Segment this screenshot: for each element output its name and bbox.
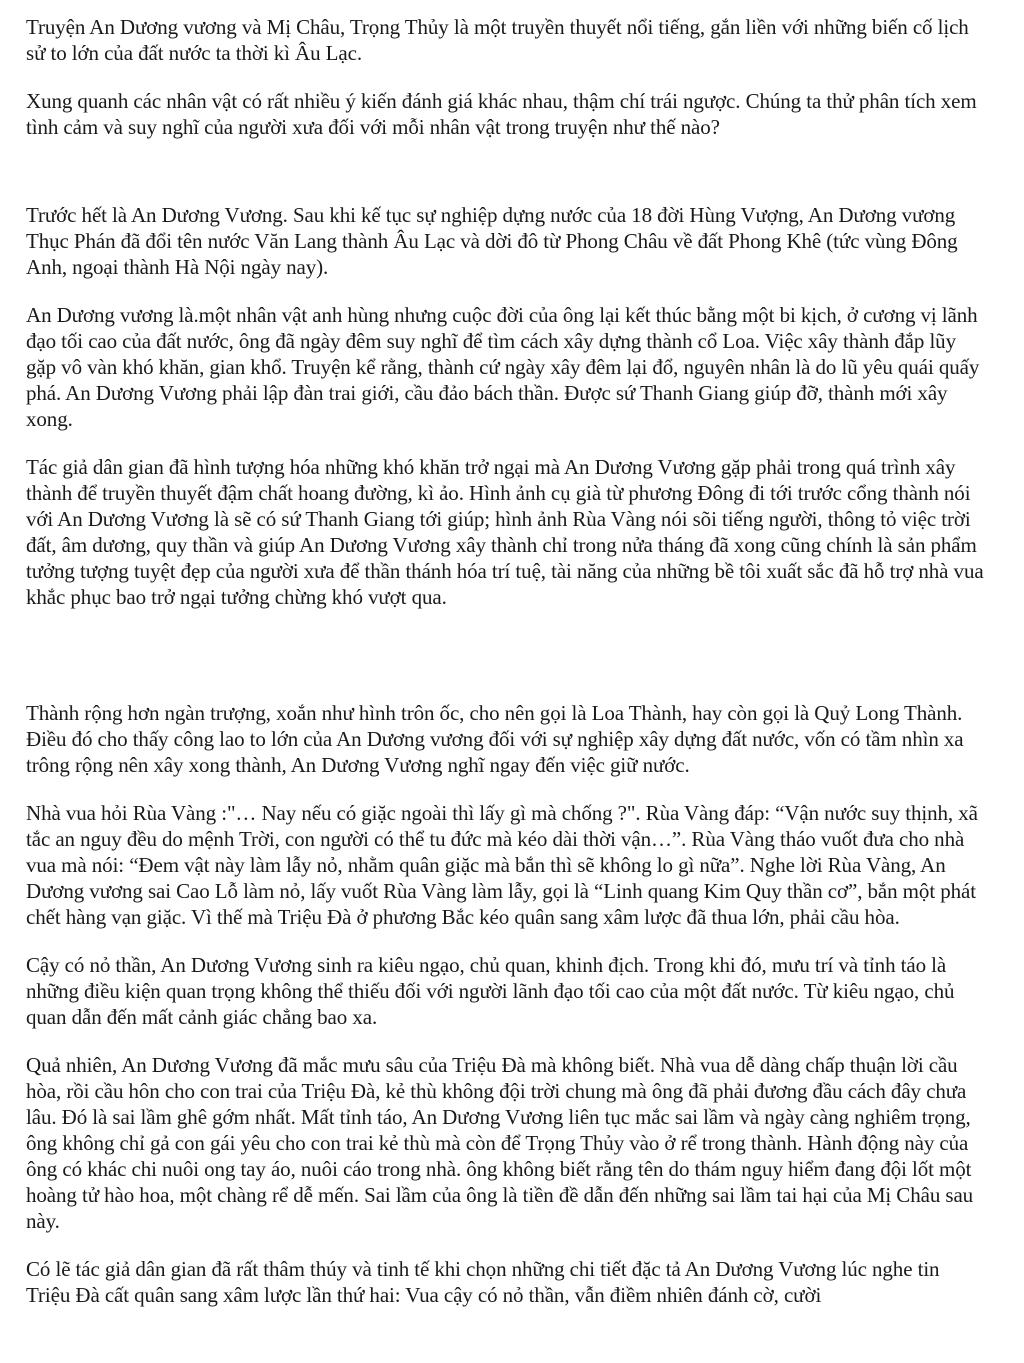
spacer [26, 162, 984, 202]
paragraph-loa-thanh: Thành rộng hơn ngàn trượng, xoắn như hình trôn ốc, cho nên gọi là Loa Thành, hay còn gọi là Quỷ Long Thành. Điều đó cho thấy công lao to lớn của An Dương vương đối với sự nghiệp xây dựng đất nước, vốn có tầm nhìn xa trông rộng nên xây xong thành, An Dương Vương nghĩ ngay đến việc giữ nước. [26, 701, 964, 777]
paragraph-golden-turtle: Nhà vua hỏi Rùa Vàng :"… Nay nếu có giặc ngoài thì lấy gì mà chống ?". Rùa Vàng đáp: “Vận nước suy thịnh, xã tắc an nguy đều do mệnh Trời, con người có thể tu đức mà kéo dài thời vận…”. Rùa Vàng tháo vuốt đưa cho nhà vua mà nói: “Đem vật này làm lẫy nỏ, nhằm quân giặc mà bắn thì sẽ không lo gì nữa”. Nghe lời Rùa Vàng, An Dương vương sai Cao Lỗ làm nỏ, lấy vuốt Rùa Vàng làm lẫy, gọi là “Linh quang Kim Quy thần cơ”, bắn một phát chết hàng vạn giặc. Vì thế mà Triệu Đà ở phương Bắc kéo quân sang xâm lược đã thua lớn, phải cầu hòa. [26, 801, 978, 929]
paragraph-question: Xung quanh các nhân vật có rất nhiều ý kiến đánh giá khác nhau, thậm chí trái ngược. Chúng ta thử phân tích xem tình cảm và suy nghĩ của người xưa đối với mỗi nhân vật trong truyện như thế nào? [26, 89, 977, 139]
paragraph-intro: Truyện An Dương vương và Mị Châu, Trọng Thủy là một truyền thuyết nổi tiếng, gắn liền với những biến cố lịch sử to lớn của đất nước ta thời kì Âu Lạc. [26, 15, 969, 65]
paragraph-trieu-da-plot: Quả nhiên, An Dương Vương đã mắc mưu sâu của Triệu Đà mà không biết. Nhà vua dễ dàng chấp thuận lời cầu hòa, rồi cầu hôn cho con trai của Triệu Đà, kẻ thù không đội trời chung mà ông đã phải đương đầu cách đây chưa lâu. Đó là sai lầm ghê gớm nhất. Mất tỉnh táo, An Dương Vương liên tục mắc sai lầm và ngày càng nghiêm trọng, ông không chỉ gả con gái yêu cho con trai kẻ thù mà còn để Trọng Thủy vào ở rể trong thành. Hành động này của ông có khác chi nuôi ong tay áo, nuôi cáo trong nhà. ông không biết rằng tên do thám nguy hiểm đang đội lốt một hoàng tử hào hoa, một chàng rể dễ mến. Sai lầm của ông là tiền đề dẫn đến những sai lầm tai hại của Mị Châu sau này. [26, 1053, 974, 1233]
paragraph-co-loa-citadel: An Dương vương là.một nhân vật anh hùng nhưng cuộc đời của ông lại kết thúc bằng một bi kịch, ở cương vị lãnh đạo tối cao của đất nước, ông đã ngày đêm suy nghĩ để tìm cách xây dựng thành cổ Loa. Việc xây thành đắp lũy gặp vô vàn khó khăn, gian khổ. Truyện kể rằng, thành cứ ngày xây đêm lại đổ, nguyên nhân là do lũ yêu quái quấy phá. An Dương Vương phải lập đàn trai giới, cầu đảo bách thần. Được sứ Thanh Giang giúp đỡ, thành mới xây xong. [26, 303, 980, 431]
paragraph-an-duong-vuong: Trước hết là An Dương Vương. Sau khi kế tục sự nghiệp dựng nước của 18 đời Hùng Vượng, An Dương vương Thục Phán đã đổi tên nước Văn Lang thành Âu Lạc và dời đô từ Phong Châu về đất Phong Khê (tức vùng Đông Anh, ngoại thành Hà Nội ngày nay). [26, 203, 958, 279]
paragraph-second-invasion: Có lẽ tác giả dân gian đã rất thâm thúy và tinh tế khi chọn những chi tiết đặc tả An Dương Vương lúc nghe tin Triệu Đà cất quân sang xâm lược lần thứ hai: Vua cậy có nỏ thần, vẫn điềm nhiên đánh cờ, cười [26, 1257, 940, 1307]
spacer [26, 632, 984, 700]
paragraph-arrogance: Cậy có nỏ thần, An Dương Vương sinh ra kiêu ngạo, chủ quan, khinh địch. Trong khi đó, mưu trí và tỉnh táo là những điều kiện quan trọng không thể thiếu đối với người lãnh đạo tối cao của một đất nước. Từ kiêu ngạo, chủ quan dẫn đến mất cảnh giác chẳng bao xa. [26, 953, 955, 1029]
paragraph-folk-author: Tác giả dân gian đã hình tượng hóa những khó khăn trở ngại mà An Dương Vương gặp phải trong quá trình xây thành để truyền thuyết đậm chất hoang đường, kì ảo. Hình ảnh cụ già từ phương Đông đi tới trước cổng thành nói với An Dương Vương là sẽ có sứ Thanh Giang tới giúp; hình ảnh Rùa Vàng nói sõi tiếng người, thông tỏ việc trời đất, âm dương, quy thần và giúp An Dương Vương xây thành chỉ trong nửa tháng đã xong cũng chính là sản phẩm tưởng tượng tuyệt đẹp của người xưa để thần thánh hóa trí tuệ, tài năng của những bề tôi xuất sắc đã hỗ trợ nhà vua khắc phục bao trở ngại tưởng chừng khó vượt qua. [26, 455, 984, 609]
